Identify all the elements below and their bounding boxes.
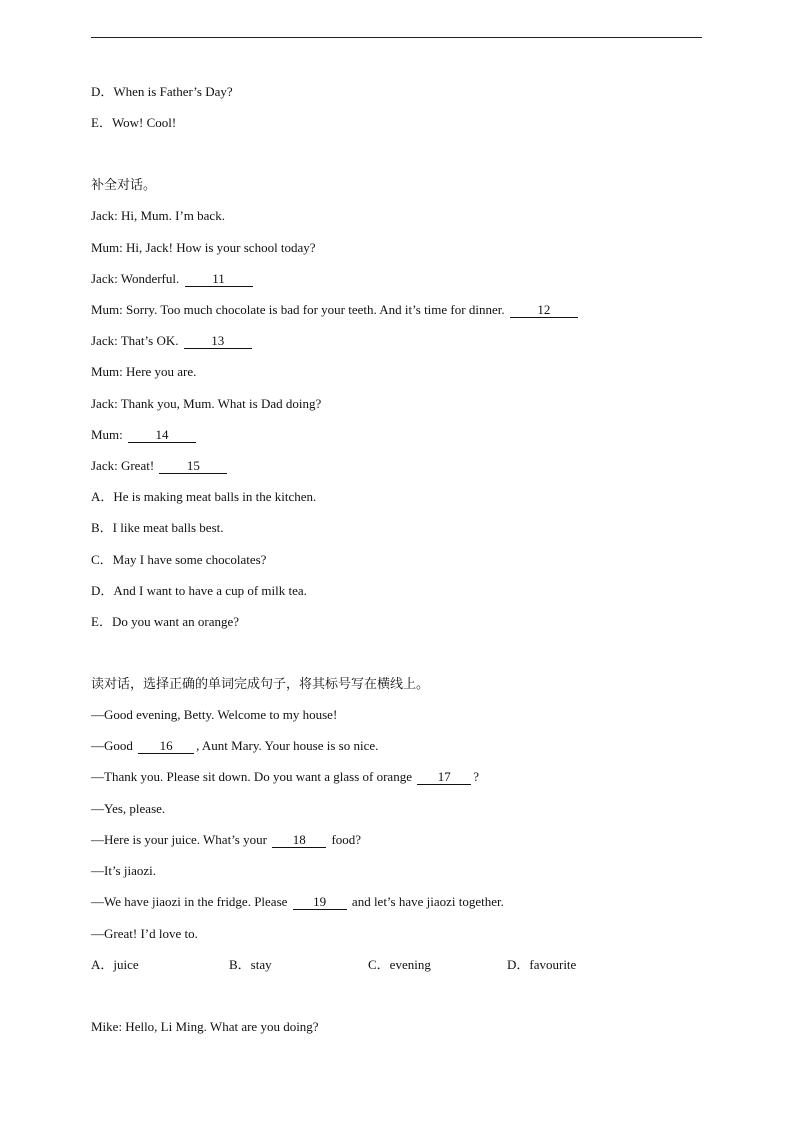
dialogue-line: Jack: That’s OK. 13 (91, 333, 254, 349)
answer-blank-18[interactable]: 18 (272, 833, 326, 848)
word-option-c: C．evening (368, 957, 431, 972)
section2-instruction: 补全对话。 (91, 177, 157, 192)
option-e-wow: E．Wow! Cool! (91, 115, 177, 130)
dialogue-line: —It’s jiaozi. (91, 863, 156, 878)
dialogue-line: —We have jiaozi in the fridge. Please 19 and let’s have jiaozi together. (91, 894, 504, 909)
section3-options-row (91, 957, 576, 973)
header-rule (91, 37, 702, 38)
dialogue-line: Mum: Here you are. (91, 364, 197, 379)
dialogue-line: —Good evening, Betty. Welcome to my house! (91, 707, 338, 722)
section2-option-e: E．Do you want an orange? (91, 614, 240, 629)
section2-option-c: C．May I have some chocolates? (91, 552, 267, 567)
dialogue-line: Jack: Wonderful. 11 (91, 271, 255, 287)
answer-blank-14[interactable]: 14 (128, 428, 196, 443)
dialogue-line: —Thank you. Please sit down. Do you want a glass of orange 17 ? (91, 769, 480, 784)
answer-blank-19[interactable]: 19 (293, 895, 347, 910)
section2-option-a: A．He is making meat balls in the kitchen. (91, 489, 317, 504)
dialogue-line: Jack: Hi, Mum. I’m back. (91, 208, 225, 223)
section4-first-line: Mike: Hello, Li Ming. What are you doing? (91, 1019, 319, 1034)
dialogue-line: Jack: Great! 15 (91, 458, 229, 474)
section3-instruction: 读对话，选择正确的单词完成句子，将其标号写在横线上。 (91, 676, 430, 691)
answer-blank-13[interactable]: 13 (184, 334, 252, 349)
dialogue-line: —Yes, please. (91, 801, 166, 816)
answer-blank-17[interactable]: 17 (417, 770, 471, 785)
answer-blank-12[interactable]: 12 (510, 303, 578, 318)
answer-blank-11[interactable]: 11 (185, 272, 253, 287)
dialogue-line: Mum: Sorry. Too much chocolate is bad for your teeth. And it’s time for dinner. 12 (91, 302, 580, 318)
dialogue-line: —Great! I’d love to. (91, 926, 198, 941)
section2-option-d: D．And I want to have a cup of milk tea. (91, 583, 307, 598)
dialogue-line: Jack: Thank you, Mum. What is Dad doing? (91, 396, 322, 411)
word-option-b: B．stay (229, 957, 272, 972)
answer-blank-16[interactable]: 16 (138, 739, 194, 754)
dialogue-line: —Here is your juice. What’s your 18 food? (91, 832, 362, 847)
option-d-father-day: D．When is Father’s Day? (91, 84, 233, 99)
answer-blank-15[interactable]: 15 (159, 459, 227, 474)
word-option-d: D．favourite (507, 957, 577, 972)
dialogue-line: Mum: Hi, Jack! How is your school today? (91, 240, 316, 255)
dialogue-line: Mum: 14 (91, 427, 198, 443)
word-option-a: A．juice (91, 957, 139, 972)
section2-option-b: B．I like meat balls best. (91, 520, 224, 535)
dialogue-line: —Good 16 , Aunt Mary. Your house is so nice. (91, 738, 379, 753)
